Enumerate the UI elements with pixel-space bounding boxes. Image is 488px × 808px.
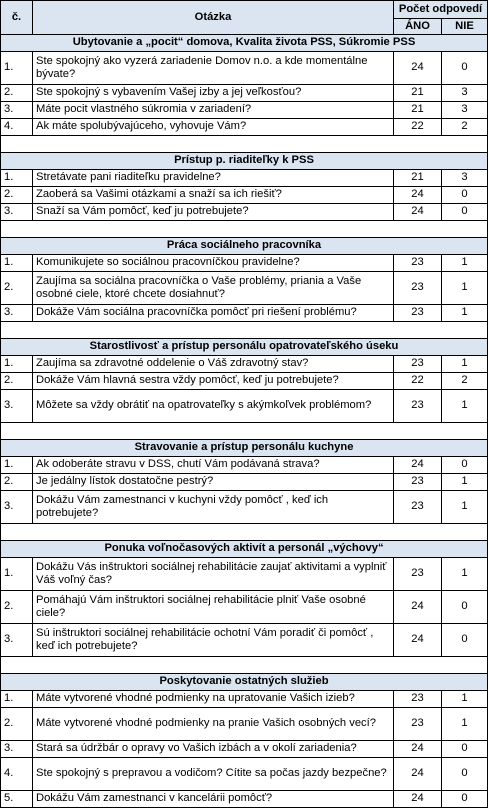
header-number: č.	[1, 1, 33, 35]
question-text: Ste spokojný ako vyzerá zariadenie Domov n.o. a kde momentálne bývate?	[33, 52, 394, 85]
header-yes: ÁNO	[394, 19, 442, 35]
no-count: 2	[442, 373, 488, 390]
question-text: Pomáhajú Vám inštruktori sociálnej rehabilitácie plniť Vaše osobné ciele?	[33, 591, 394, 624]
table-row	[1, 102, 488, 119]
section-title: Starostlivosť a prístup personálu opatrovateľského úseku	[1, 339, 488, 356]
spacer-cell	[1, 657, 488, 674]
section-header-row	[1, 238, 488, 255]
question-number: 1.	[1, 356, 33, 373]
table-row	[1, 691, 488, 708]
spacer-cell	[1, 136, 488, 153]
question-text: Dokáže Vám sociálna pracovníčka pomôcť pri riešení problému?	[33, 305, 394, 322]
question-text: Ste spokojný s prepravou a vodičom? Cítite sa počas jazdy bezpečne?	[33, 758, 394, 791]
no-count: 3	[442, 170, 488, 187]
question-text: Komunikujete so sociálnou pracovníčkou pravidelne?	[33, 255, 394, 272]
yes-count: 23	[394, 474, 442, 491]
no-count: 0	[442, 204, 488, 221]
table-row	[1, 390, 488, 423]
no-count: 1	[442, 305, 488, 322]
section-title: Stravovanie a prístup personálu kuchyne	[1, 440, 488, 457]
question-text: Ak máte spolubývajúceho, vyhovuje Vám?	[33, 119, 394, 136]
yes-count: 21	[394, 102, 442, 119]
question-number: 5.	[1, 791, 33, 808]
question-number: 1.	[1, 558, 33, 591]
table-row	[1, 791, 488, 808]
question-text: Snaží sa Vám pomôcť, keď ju potrebujete?	[33, 204, 394, 221]
yes-count: 24	[394, 457, 442, 474]
table-row	[1, 204, 488, 221]
question-text: Zaoberá sa Vašimi otázkami a snaží sa ich riešiť?	[33, 187, 394, 204]
yes-count: 23	[394, 356, 442, 373]
section-title: Prístup p. riaditeľky k PSS	[1, 153, 488, 170]
no-count: 0	[442, 791, 488, 808]
table-row	[1, 356, 488, 373]
yes-count: 24	[394, 52, 442, 85]
section-header-row	[1, 339, 488, 356]
yes-count: 24	[394, 741, 442, 758]
section-title: Poskytovanie ostatných služieb	[1, 674, 488, 691]
question-number: 1.	[1, 170, 33, 187]
question-text: Máte vytvorené vhodné podmienky na pranie Vašich osobných vecí?	[33, 708, 394, 741]
question-text: Sú inštruktori sociálnej rehabilitácie ochotní Vám poradiť či pomôcť , keď ich potrebujete?	[33, 624, 394, 657]
yes-count: 23	[394, 390, 442, 423]
no-count: 1	[442, 390, 488, 423]
question-number: 4.	[1, 758, 33, 791]
yes-count: 23	[394, 491, 442, 524]
table-row	[1, 558, 488, 591]
yes-count: 23	[394, 708, 442, 741]
question-number: 3.	[1, 741, 33, 758]
section-title: Ubytovanie a „pocit“ domova, Kvalita života PSS, Súkromie PSS	[1, 35, 488, 52]
question-number: 2.	[1, 272, 33, 305]
question-text: Ak odoberáte stravu v DSS, chutí Vám podávaná strava?	[33, 457, 394, 474]
table-row	[1, 474, 488, 491]
no-count: 1	[442, 474, 488, 491]
table-row	[1, 170, 488, 187]
section-title: Ponuka voľnočasových aktivít a personál „výchovy“	[1, 541, 488, 558]
question-text: Zaujíma sa sociálna pracovníčka o Vaše problémy, priania a Vaše osobné ciele, ktoré chcete dosiahnuť?	[33, 272, 394, 305]
question-number: 2.	[1, 85, 33, 102]
question-number: 1.	[1, 52, 33, 85]
no-count: 0	[442, 591, 488, 624]
table-row	[1, 457, 488, 474]
question-text: Máte pocit vlastného súkromia v zariadení?	[33, 102, 394, 119]
question-number: 1.	[1, 457, 33, 474]
yes-count: 24	[394, 791, 442, 808]
yes-count: 24	[394, 758, 442, 791]
spacer-row	[1, 657, 488, 674]
question-text: Dokážu Vám zamestnanci v kuchyni vždy pomôcť , keď ich potrebujete?	[33, 491, 394, 524]
section-header-row	[1, 35, 488, 52]
question-number: 4.	[1, 119, 33, 136]
question-number: 2.	[1, 474, 33, 491]
table-row	[1, 85, 488, 102]
survey-body	[1, 35, 488, 808]
no-count: 1	[442, 356, 488, 373]
no-count: 1	[442, 272, 488, 305]
section-header-row	[1, 541, 488, 558]
section-header-row	[1, 440, 488, 457]
question-number: 3.	[1, 305, 33, 322]
no-count: 0	[442, 187, 488, 204]
table-row	[1, 758, 488, 791]
header-question: Otázka	[33, 1, 394, 35]
no-count: 2	[442, 119, 488, 136]
table-row	[1, 491, 488, 524]
question-number: 1.	[1, 255, 33, 272]
question-text: Dokážu Vás inštruktori sociálnej rehabilitácie zaujať aktivitami a vyplniť Váš voľný čas?	[33, 558, 394, 591]
yes-count: 23	[394, 305, 442, 322]
yes-count: 24	[394, 624, 442, 657]
spacer-cell	[1, 322, 488, 339]
no-count: 1	[442, 255, 488, 272]
table-row	[1, 52, 488, 85]
yes-count: 23	[394, 558, 442, 591]
table-row	[1, 187, 488, 204]
yes-count: 23	[394, 272, 442, 305]
yes-count: 21	[394, 170, 442, 187]
question-number: 1.	[1, 691, 33, 708]
spacer-row	[1, 136, 488, 153]
section-header-row	[1, 153, 488, 170]
question-text: Stará sa údržbár o opravy vo Vašich izbách a v okolí zariadenia?	[33, 741, 394, 758]
header-answer-count: Počet odpovedí	[394, 1, 488, 19]
yes-count: 23	[394, 255, 442, 272]
question-text: Máte vytvorené vhodné podmienky na upratovanie Vašich izieb?	[33, 691, 394, 708]
table-row	[1, 305, 488, 322]
no-count: 0	[442, 624, 488, 657]
question-number: 3.	[1, 491, 33, 524]
no-count: 1	[442, 691, 488, 708]
table-row	[1, 119, 488, 136]
spacer-cell	[1, 423, 488, 440]
question-number: 3.	[1, 390, 33, 423]
section-header-row	[1, 674, 488, 691]
yes-count: 22	[394, 373, 442, 390]
yes-count: 23	[394, 691, 442, 708]
spacer-row	[1, 322, 488, 339]
no-count: 3	[442, 85, 488, 102]
header-no: NIE	[442, 19, 488, 35]
no-count: 1	[442, 491, 488, 524]
section-title: Práca sociálneho pracovníka	[1, 238, 488, 255]
question-number: 2.	[1, 708, 33, 741]
table-row	[1, 373, 488, 390]
yes-count: 21	[394, 85, 442, 102]
no-count: 0	[442, 52, 488, 85]
question-number: 3.	[1, 204, 33, 221]
no-count: 1	[442, 708, 488, 741]
table-row	[1, 708, 488, 741]
no-count: 3	[442, 102, 488, 119]
question-number: 3.	[1, 102, 33, 119]
yes-count: 24	[394, 204, 442, 221]
no-count: 0	[442, 741, 488, 758]
spacer-row	[1, 423, 488, 440]
question-text: Dokáže Vám hlavná sestra vždy pomôcť, keď ju potrebujete?	[33, 373, 394, 390]
no-count: 0	[442, 457, 488, 474]
question-text: Môžete sa vždy obrátiť na opatrovateľky s akýmkoľvek problémom?	[33, 390, 394, 423]
table-row	[1, 741, 488, 758]
spacer-cell	[1, 524, 488, 541]
table-row	[1, 624, 488, 657]
table-row	[1, 272, 488, 305]
header-row	[1, 1, 488, 19]
spacer-cell	[1, 221, 488, 238]
no-count: 1	[442, 558, 488, 591]
question-number: 2.	[1, 591, 33, 624]
question-number: 2.	[1, 373, 33, 390]
question-number: 3.	[1, 624, 33, 657]
question-text: Je jedálny lístok dostatočne pestrý?	[33, 474, 394, 491]
spacer-row	[1, 221, 488, 238]
table-row	[1, 591, 488, 624]
table-row	[1, 255, 488, 272]
question-text: Dokážu Vám zamestnanci v kancelárii pomôcť?	[33, 791, 394, 808]
yes-count: 22	[394, 119, 442, 136]
no-count: 0	[442, 758, 488, 791]
yes-count: 24	[394, 591, 442, 624]
question-text: Stretávate pani riaditeľku pravidelne?	[33, 170, 394, 187]
yes-count: 24	[394, 187, 442, 204]
question-number: 2.	[1, 187, 33, 204]
spacer-row	[1, 524, 488, 541]
question-text: Ste spokojný s vybavením Vašej izby a jej veľkosťou?	[33, 85, 394, 102]
question-text: Zaujíma sa zdravotné oddelenie o Váš zdravotný stav?	[33, 356, 394, 373]
